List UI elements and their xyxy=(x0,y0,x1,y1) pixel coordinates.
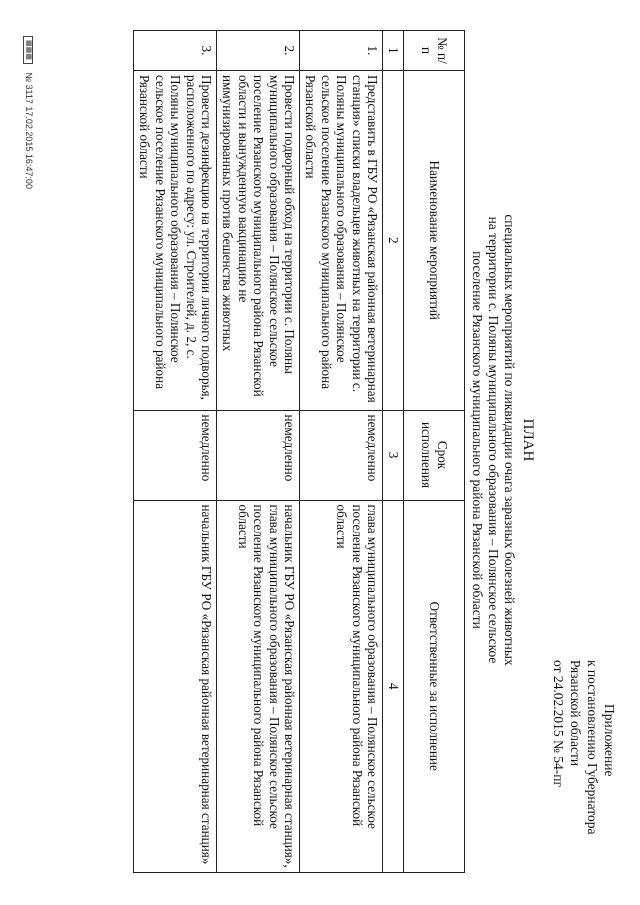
index-cell: 4 xyxy=(383,500,404,873)
row-num: 2. xyxy=(217,31,300,71)
plan-table xyxy=(134,30,466,873)
index-cell: 2 xyxy=(383,70,404,410)
plan-subtitle-line: специальных мероприятий по ликвидации очага заразных болезней животных xyxy=(502,214,517,666)
row-num: 1. xyxy=(300,31,383,71)
index-cell: 3 xyxy=(383,410,404,500)
appendix-title: Приложение xyxy=(602,704,617,777)
header-term: Срок исполнения xyxy=(404,410,465,500)
appendix-block xyxy=(550,660,618,860)
registration-stamp xyxy=(23,36,34,189)
row-name: Провести дезинфекцию на территории личного подворья, расположенного по адресу: ул. Строителей, д. 2, с. Поляны муниципального образования – Полянское сельское поселение Рязанского муниципального района Рязанской области xyxy=(134,70,217,410)
table-row xyxy=(217,31,300,873)
plan-title: ПЛАН xyxy=(520,418,536,462)
table-header-row xyxy=(404,31,465,873)
appendix-line: Рязанской области xyxy=(568,660,583,767)
plan-subtitle-line: поселение Рязанского муниципального района Рязанской области xyxy=(470,251,485,629)
table-index-row xyxy=(383,31,404,873)
plan-title-block xyxy=(469,150,536,730)
header-resp: Ответственные за исполнение xyxy=(404,500,465,873)
index-cell: 1 xyxy=(383,31,404,71)
header-num: № п/п xyxy=(404,31,465,71)
row-term: немедленно xyxy=(217,410,300,500)
appendix-line: к постановлению Губернатора xyxy=(585,660,600,835)
row-name: Представить в ГБУ РО «Рязанская районная ветеринарная станция» списки владельцев животных на территории с. Поляны муниципального образования – Полянское сельское поселение Рязанского муниципального района Рязанской области xyxy=(300,70,383,410)
table-row xyxy=(300,31,383,873)
table-row xyxy=(134,31,217,873)
row-resp: начальник ГБУ РО «Рязанская районная ветеринарная станция» xyxy=(134,500,217,873)
row-resp: начальник ГБУ РО «Рязанская районная ветеринарная станция», глава муниципального образования – Полянское сельское поселение Рязанского муниципального района Рязанской области xyxy=(217,500,300,873)
stamp-logo-icon: ▦▦▦ xyxy=(23,36,33,64)
row-name: Провести подворный обход на территории с. Поляны муниципального образования – Полянское сельское поселение Рязанского муниципального района Рязанской области и вынужденную вакцинацию не иммунизированных против бешенства животных xyxy=(217,70,300,410)
row-term: немедленно xyxy=(134,410,217,500)
appendix-line: от 24.02.2015 № 54-пг xyxy=(551,660,566,787)
row-num: 3. xyxy=(134,31,217,71)
row-resp: глава муниципального образования – Полянское сельское поселение Рязанского муниципального района Рязанской области xyxy=(300,500,383,873)
plan-subtitle-line: на территории с. Поляны муниципального образования – Полянское сельское xyxy=(486,216,501,664)
header-name: Наименование мероприятий xyxy=(404,70,465,410)
stamp-text: № 3117 17.02.2015 16:47:00 xyxy=(24,72,34,189)
row-term: немедленно xyxy=(300,410,383,500)
